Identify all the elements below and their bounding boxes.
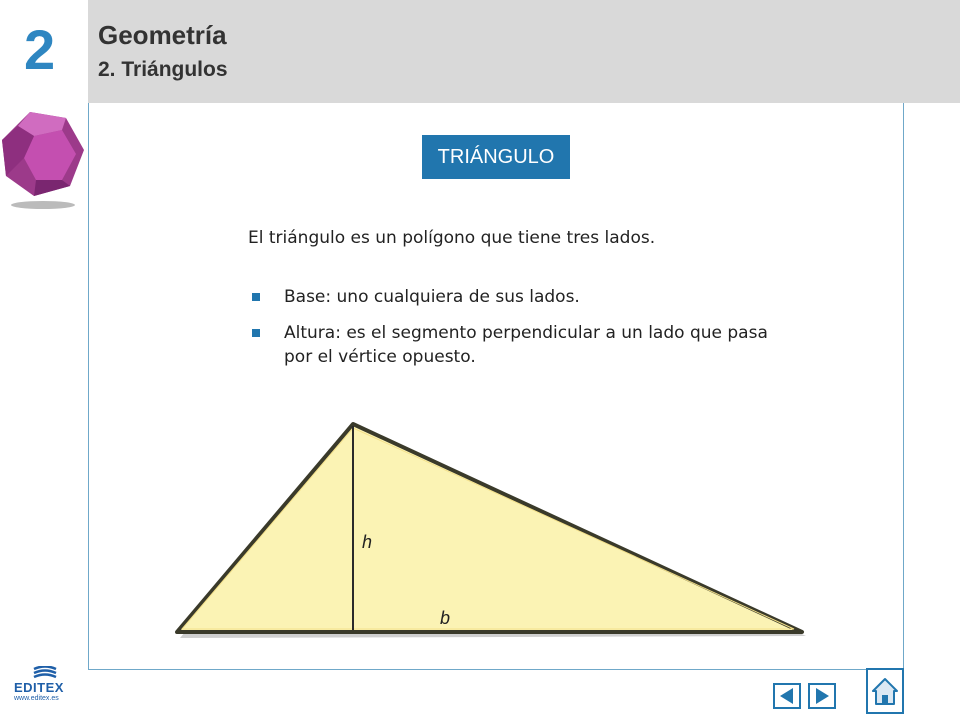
logo-url: www.editex.es xyxy=(14,695,59,702)
prev-arrow-icon xyxy=(775,685,799,707)
bullet-list xyxy=(252,285,772,381)
logo-mark-icon xyxy=(30,666,60,680)
logo-text: EDITEX xyxy=(14,680,64,695)
height-label: h xyxy=(362,532,373,552)
list-item xyxy=(252,285,772,309)
chapter-number: 2 xyxy=(24,18,56,81)
prev-button[interactable] xyxy=(773,683,801,709)
page-subtitle: 2. Triángulos xyxy=(98,58,228,81)
header-bar xyxy=(88,0,960,103)
bullet-square-icon xyxy=(252,329,260,337)
next-button[interactable] xyxy=(808,683,836,709)
intro-text: El triángulo es un polígono que tiene tres lados. xyxy=(248,228,656,248)
next-arrow-icon xyxy=(810,685,834,707)
section-badge: TRIÁNGULO xyxy=(422,135,570,179)
editex-logo xyxy=(14,666,74,702)
home-icon xyxy=(868,670,902,712)
home-button[interactable] xyxy=(866,668,904,714)
bullet-square-icon xyxy=(252,293,260,301)
page-title: Geometría xyxy=(98,20,227,50)
dodecahedron-icon xyxy=(0,108,88,213)
bullet-text: Altura: es el segmento perpendicular a un lado que pasa por el vértice opuesto. xyxy=(284,323,768,367)
triangle-diagram xyxy=(170,418,810,643)
list-item xyxy=(252,321,772,369)
triangle-shape xyxy=(177,424,802,632)
base-label: b xyxy=(440,608,451,628)
bullet-text: Base: uno cualquiera de sus lados. xyxy=(284,287,580,307)
